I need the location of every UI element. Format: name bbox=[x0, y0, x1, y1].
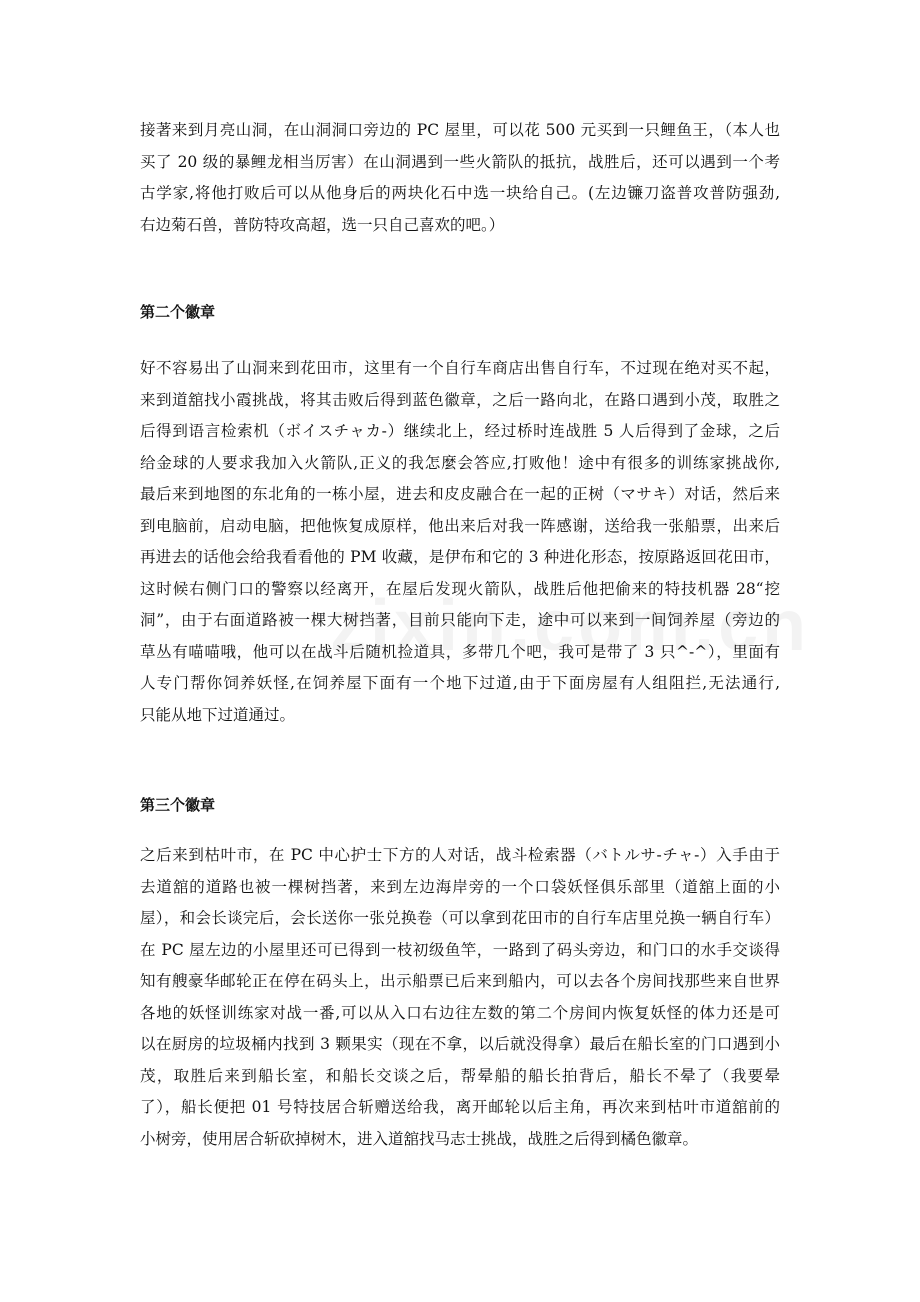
text-line: 到电脑前，启动电脑，把他恢复成原样，他出来后对我一阵感谢，送给我一张船票，出来后 bbox=[140, 516, 780, 535]
text-line: 以在厨房的垃圾桶内找到 3 颗果实（现在不拿，以后就没得拿）最后在船长室的门口遇到小 bbox=[140, 1035, 780, 1053]
text-line: 了），船长便把 01 号特技居合斩赠送给我，离开邮轮以后主角，再次来到枯叶市道舘前的 bbox=[140, 1098, 780, 1116]
text-line: 人专门帮你饲养妖怪,在饲养屋下面有一个地下过道,由于下面房屋有人组阻拦,无法通行, bbox=[140, 674, 780, 692]
text-line: 好不容易出了山洞来到花田市，这里有一个自行车商店出售自行车，不过现在绝对买不起， bbox=[140, 359, 780, 377]
text-line: 来到道舘找小霞挑战，将其击败后得到蓝色徽章，之后一路向北，在路口遇到小茂，取胜之 bbox=[140, 390, 780, 409]
heading-third-badge: 第三个徽章 bbox=[140, 796, 216, 814]
text-line: 古学家,将他打败后可以从他身后的两块化石中选一块给自己。(左边镰刀盗普攻普防强劲, bbox=[140, 184, 780, 202]
text-line: 草丛有喵喵哦，他可以在战斗后随机捡道具，多带几个吧，我可是带了 3 只^-^），里面有 bbox=[140, 642, 780, 661]
text-line: 买了 20 级的暴鲤龙相当厉害）在山洞遇到一些火箭队的抵抗，战胜后，还可以遇到一个考 bbox=[140, 152, 780, 171]
paragraph-second-badge bbox=[140, 353, 780, 731]
text-line: 去道舘的道路也被一棵树挡著，来到左边海岸旁的一个口袋妖怪俱乐部里（道舘上面的小 bbox=[140, 877, 780, 896]
text-line: 茂，取胜后来到船长室，和船长交谈之后，帮晕船的船长拍背后，船长不晕了（我要晕 bbox=[140, 1066, 780, 1085]
text-line: 各地的妖怪训练家对战一番,可以从入口右边往左数的第二个房间内恢复妖怪的体力还是可 bbox=[140, 1003, 780, 1022]
text-line: 知有艘豪华邮轮正在停在码头上，出示船票已后来到船内，可以去各个房间找那些来自世界 bbox=[140, 972, 780, 990]
text-line: 只能从地下过道通过。 bbox=[140, 705, 296, 724]
paragraph-moon-cave bbox=[140, 115, 780, 241]
text-line: 给金球的人要求我加入火箭队,正义的我怎麼会答应,打败他！途中有很多的训练家挑战你, bbox=[140, 453, 780, 472]
text-line: 后得到语言检索机（ボイスチャカ-）继续北上，经过桥时连战胜 5 人后得到了金球，之后 bbox=[140, 422, 780, 440]
text-line: 接著来到月亮山洞，在山洞洞口旁边的 PC 屋里，可以花 500 元买到一只鲤鱼王，（本人也 bbox=[140, 121, 780, 139]
heading-second-badge: 第二个徽章 bbox=[140, 303, 216, 321]
text-line: 最后来到地图的东北角的一栋小屋，进去和皮皮融合在一起的正树（マサキ）对话，然后来 bbox=[140, 485, 780, 503]
paragraph-third-badge bbox=[140, 840, 780, 1155]
text-line: 之后来到枯叶市，在 PC 中心护士下方的人对话，战斗检索器（バトルサ-チャ-）入手由于 bbox=[140, 846, 780, 864]
text-line: 洞”，由于右面道路被一棵大树挡著，目前只能向下走，途中可以来到一间饲养屋（旁边的 bbox=[140, 611, 780, 629]
text-line: 在 PC 屋左边的小屋里还可已得到一枝初级鱼竿，一路到了码头旁边，和门口的水手交谈得 bbox=[140, 940, 780, 959]
text-line: 小树旁，使用居合斩砍掉树木，进入道舘找马志士挑战，战胜之后得到橘色徽章。 bbox=[140, 1129, 699, 1148]
text-line: 右边菊石兽，普防特攻高超，选一只自己喜欢的吧。） bbox=[140, 215, 505, 234]
text-line: 屋），和会长谈完后，会长送你一张兑换卷（可以拿到花田市的自行车店里兑换一辆自行车） bbox=[140, 909, 780, 927]
text-line: 这时候右侧门口的警察以经离开，在屋后发现火箭队，战胜后他把偷来的特技机器 28“挖 bbox=[140, 579, 780, 598]
text-line: 再进去的话他会给我看看他的 PM 收藏，是伊布和它的 3 种进化形态，按原路返回花田市， bbox=[140, 548, 780, 566]
